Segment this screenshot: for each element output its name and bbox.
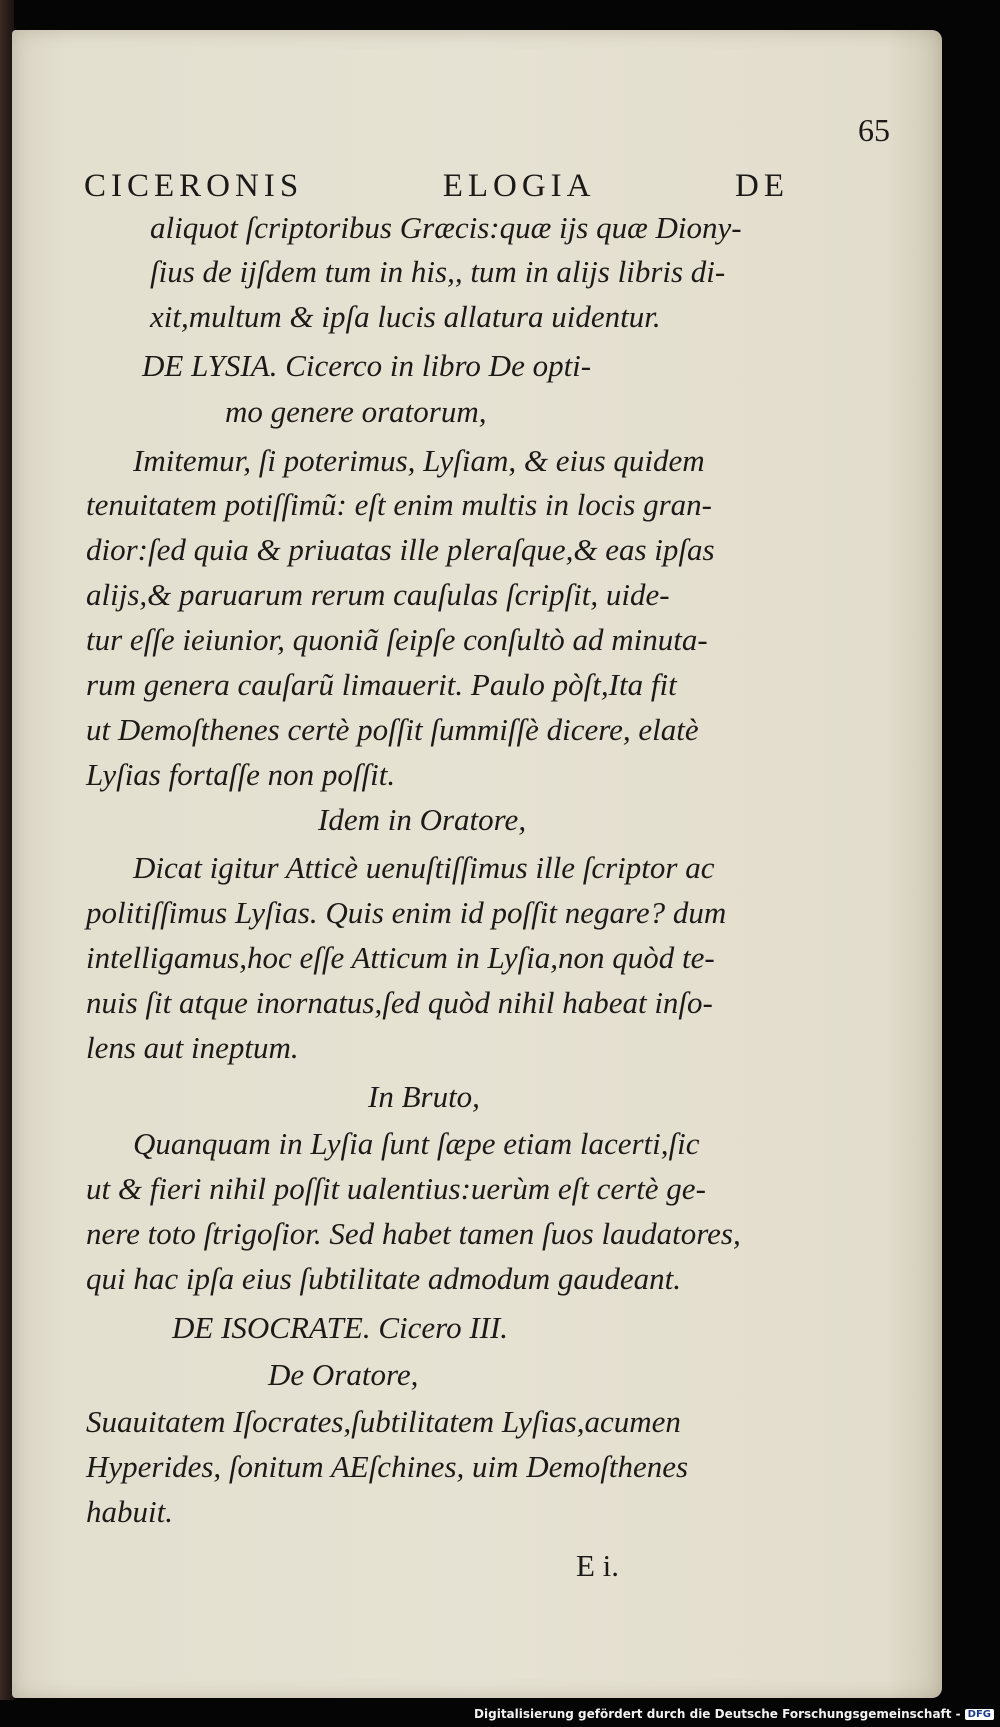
signature-mark: E i.	[576, 1548, 620, 1583]
text-line: Imitemur, ſi poterimus, Lyſiam, & eius quidem	[133, 443, 705, 478]
heading-word-2: ELOGIA	[442, 168, 596, 204]
page-number: 65	[858, 112, 890, 148]
text-line: Hyperides, ſonitum AEſchines, uim Demoſthenes	[86, 1449, 689, 1484]
text-line: ſius de ijſdem tum in his,, tum in alijs libris di-	[150, 254, 726, 289]
heading-word-3: DE	[735, 168, 789, 204]
text-line: ut & fieri nihil poſſit ualentius:uerùm eſt certè ge-	[86, 1171, 706, 1206]
text-line: dior:ſed quia & priuatas ille pleraſque,& eas ipſas	[86, 532, 715, 567]
text-line: nere toto ſtrigoſior. Sed habet tamen ſuos laudatores,	[86, 1216, 741, 1251]
text-line: lens aut ineptum.	[86, 1030, 299, 1065]
text-line: nuis ſit atque inornatus,ſed quòd nihil habeat inſo-	[86, 985, 713, 1020]
text-line: tur eſſe ieiunior, quoniã ſeipſe conſultò ad minuta-	[86, 622, 708, 657]
text-line: tenuitatem potiſſimũ: eſt enim multis in locis gran-	[86, 487, 712, 522]
page-heading	[84, 168, 789, 205]
heading-word-1: CICERONIS	[84, 168, 304, 204]
credit-text: Digitalisierung gefördert durch die Deutsche Forschungsgemeinschaft -	[474, 1707, 961, 1721]
section-heading-lysia: DE LYSIA. Cicerco in libro De opti-	[142, 348, 592, 383]
dfg-logo-icon: DFG	[965, 1709, 994, 1720]
text-line: intelligamus,hoc eſſe Atticum in Lyſia,non quòd te-	[86, 940, 715, 975]
subheading-oratore: Idem in Oratore,	[318, 802, 527, 837]
text-line: xit,multum & ipſa lucis allatura uidentur.	[150, 299, 661, 334]
text-line: habuit.	[86, 1494, 173, 1529]
section-heading-isocrate: DE ISOCRATE. Cicero III.	[172, 1310, 509, 1345]
text-line: mo genere oratorum,	[225, 394, 487, 429]
subheading-bruto: In Bruto,	[368, 1079, 480, 1114]
text-line: aliquot ſcriptoribus Græcis:quæ ijs quæ Diony-	[150, 210, 742, 245]
text-line: Suauitatem Iſocrates,ſubtilitatem Lyſias,acumen	[86, 1404, 681, 1439]
digitization-credit	[474, 1707, 994, 1721]
text-line: rum genera cauſarũ limauerit. Paulo pòſt,Ita fit	[86, 667, 677, 702]
subheading-de-oratore: De Oratore,	[268, 1357, 419, 1392]
text-line: Lyſias fortaſſe non poſſit.	[86, 757, 396, 792]
text-line: politiſſimus Lyſias. Quis enim id poſſit negare? dum	[86, 895, 727, 930]
text-line: alijs,& paruarum rerum cauſulas ſcripſit, uide-	[86, 577, 670, 612]
text-line: qui hac ipſa eius ſubtilitate admodum gaudeant.	[86, 1261, 681, 1296]
text-line: Dicat igitur Atticè uenuſtiſſimus ille ſcriptor ac	[133, 850, 715, 885]
text-line: ut Demoſthenes certè poſſit ſummiſſè dicere, elatè	[86, 712, 699, 747]
text-line: Quanquam in Lyſia ſunt ſæpe etiam lacerti,ſic	[133, 1126, 700, 1161]
